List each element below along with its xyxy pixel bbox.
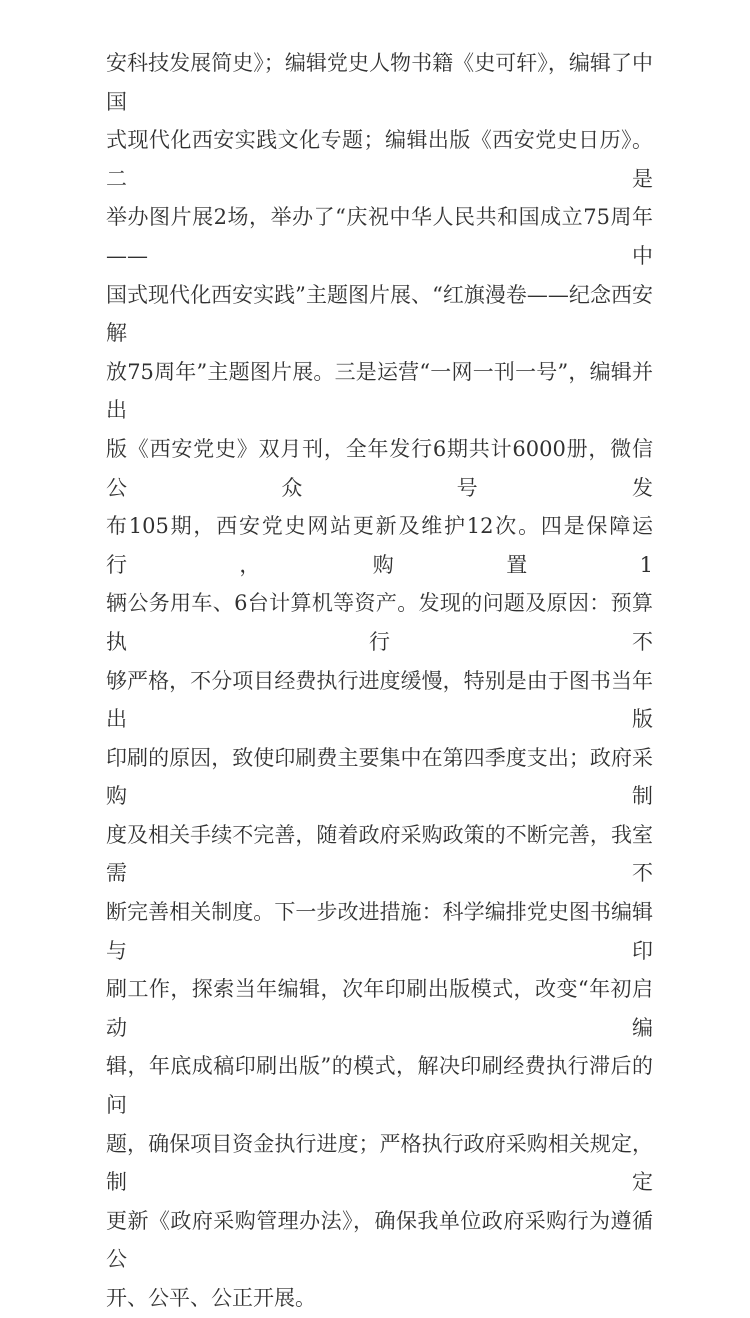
text-line: 度及相关手续不完善，随着政府采购政策的不断完善，我室需不 (106, 822, 653, 886)
text-line: 更新《政府采购管理办法》，确保我单位政府采购行为遵循公 (106, 1208, 653, 1272)
text-line: 开、公平、公正开展。 (106, 1286, 316, 1310)
text-line: 辑，年底成稿印刷出版”的模式，解决印刷经费执行滞后的问 (106, 1054, 653, 1118)
text-line: 题，确保项目资金执行进度；严格执行政府采购相关规定，制定 (106, 1131, 653, 1195)
text-line: 放75周年”主题图片展。三是运营“一网一刊一号”，编辑并出 (106, 359, 653, 423)
text-line: 辆公务用车、6台计算机等资产。发现的问题及原因：预算执行不 (106, 591, 653, 654)
text-line: 国式现代化西安实践”主题图片展、“红旗漫卷——纪念西安解 (106, 282, 653, 346)
text-line: 印刷的原因，致使印刷费主要集中在第四季度支出；政府采购制 (106, 745, 653, 809)
text-line: 版《西安党史》双月刊，全年发行6期共计6000册，微信公众号发 (106, 436, 653, 500)
document-text-block (106, 44, 653, 1318)
text-line: 安科技发展简史》；编辑党史人物书籍《史可轩》，编辑了中国 (106, 51, 653, 114)
text-line: 够严格，不分项目经费执行进度缓慢，特别是由于图书当年出版 (106, 668, 653, 732)
text-line: 式现代化西安实践文化专题；编辑出版《西安党史日历》。二是 (106, 128, 653, 191)
text-line: 刷工作，探索当年编辑，次年印刷出版模式，改变“年初启动编 (106, 977, 653, 1040)
text-line: 布105期，西安党史网站更新及维护12次。四是保障运行，购置1 (106, 514, 653, 577)
text-line: 断完善相关制度。下一步改进措施：科学编排党史图书编辑与印 (106, 900, 653, 963)
text-line: 举办图片展2场，举办了“庆祝中华人民共和国成立75周年——中 (106, 205, 653, 268)
